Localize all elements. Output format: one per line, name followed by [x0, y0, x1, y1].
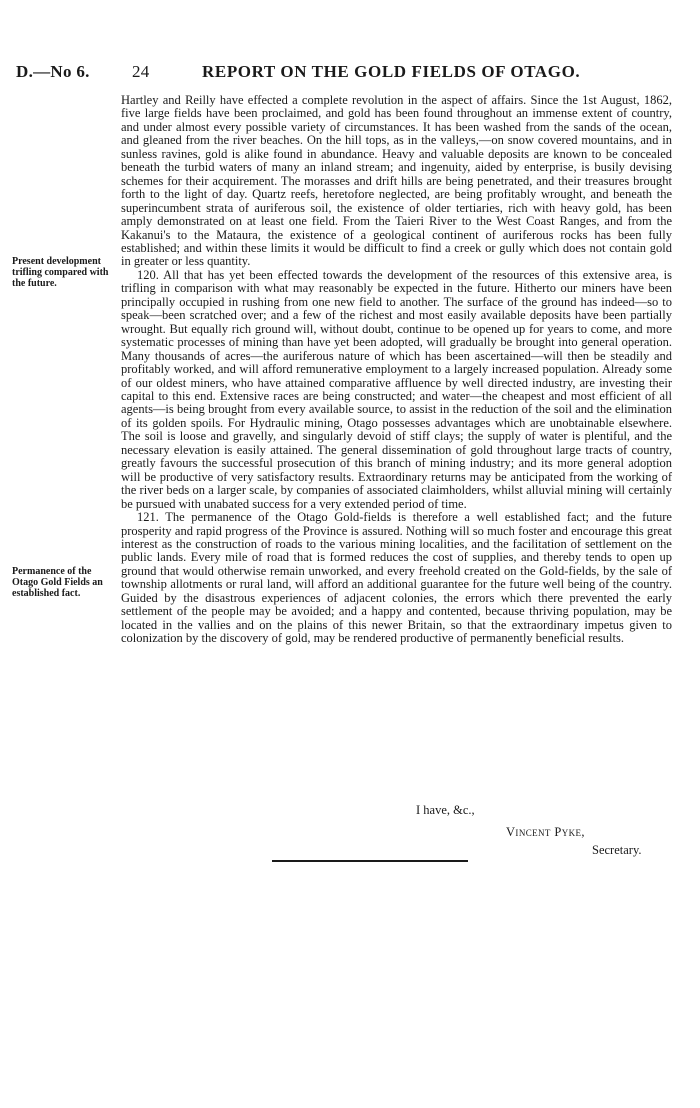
margin-note-development: Present development trifling compared with the future. [12, 256, 109, 289]
closing-phrase: I have, &c., [416, 803, 475, 817]
report-body [121, 94, 672, 646]
signer-title: Secretary. [592, 843, 642, 857]
paragraph-121: 121. The permanence of the Otago Gold-fields is therefore a well established fact; and the future prosperity and rapid progress of the Province is assured. Nothing will so much foster and encourage this great interest as the construction of roads to the various mining localities, and the facilitation of settlement on the public lands. Every mile of road that is formed reduces the cost of supplies, and thereby tends to open up ground that would otherwise remain unworked, and every freehold created on the Gold-fields, by the sale of township allotments or rural land, will afford an additional guarantee for the future well being of the country. Guided by the disastrous experiences of adjacent colonies, the errors which there prevented the early settlement of the people may be avoided; and a happy and contented, because thriving population, may be located in the vallies and on the plains of this newer Britain, so that the extraordinary impetus given to colonization by the discovery of gold, may be rendered productive of permanently beneficial results. [121, 510, 672, 646]
paragraph-continued: Hartley and Reilly have effected a complete revolution in the aspect of affairs. Since the 1st August, 1862, five large fields have been proclaimed, and gold has been found throughout an immense extent of country, and under almost every possible variety of circumstances. It has been washed from the sands of the ocean, and gleaned from the river beaches. On the hill tops, as in the valleys,—on snow covered mountains, and in sunless ravines, gold is alike found in abundance. Heavy and valuable deposits are known to be concealed beneath the turbid waters of many an inland stream; and ingenuity, aided by enterprise, is busily devising schemes for their acquirement. The morasses and drift hills are being penetrated, and their treasures brought forth to the light of day. Quartz reefs, heretofore neglected, are being profitably wrought, and beneath the superincumbent strata of auriferous soil, the existence of older tertiaries, rich with heavy gold, has been amply demonstrated on at least one field. From the Taieri River to the West Coast Ranges, and from the Kakanui's to the Mataura, the existence of a geological continent of auriferous rocks has been fully established; and within these limits it would be difficult to find a creek or gully which does not contain gold in greater or less quantity. [121, 93, 672, 269]
document-reference: D.—No 6. [16, 62, 90, 81]
signer-name: Vincent Pyke, [506, 825, 585, 839]
page-title: REPORT ON THE GOLD FIELDS OF OTAGO. [202, 62, 581, 81]
paragraph-120: 120. All that has yet been effected towards the development of the resources of this extensive area, is trifling in comparison with what may reasonably be expected in the future. Hitherto our miners have been principally occupied in rushing from one new field to another. The surface of the ground has indeed—so to speak—been scratched over; and a few of the richest and most easily available deposits have been partially wrought. But equally rich ground will, without doubt, continue to be opened up for years to come, and more systematic processes of mining than have yet been adopted, will gradually be brought into general operation. Many thousands of acres—the auriferous nature of which has been ascertained—will then be steadily and profitably worked, and will afford remunerative employment to a largely increased population. Already some of our oldest miners, who have attained comparative affluence by well directed industry, are investing their capital to this end. Extensive races are being constructed; and water—the cheapest and most efficient of all agents—is being brought from every available source, to assist in the reduction of the soil and the elimination of its golden spoils. For Hydraulic mining, Otago possesses advantages which are unobtainable elsewhere. The soil is loose and gravelly, and singularly devoid of stiff clays; the supply of water is plentiful, and the necessary elevation is easily attained. The general dissemination of gold throughout large tracts of country, greatly favours the successful prosecution of this branch of mining industry; and its more general adoption will be productive of very satisfactory results. Extraordinary returns may be anticipated from the working of the river beds on a larger scale, by companies of associated claimholders, whilst alluvial mining will certainly be pursued with unabated success for a very extended period of time. [121, 267, 672, 511]
page-number: 24 [132, 62, 150, 81]
margin-note-permanence: Permanence of the Otago Gold Fields an established fact. [12, 566, 103, 599]
closing-rule-divider [272, 860, 468, 862]
